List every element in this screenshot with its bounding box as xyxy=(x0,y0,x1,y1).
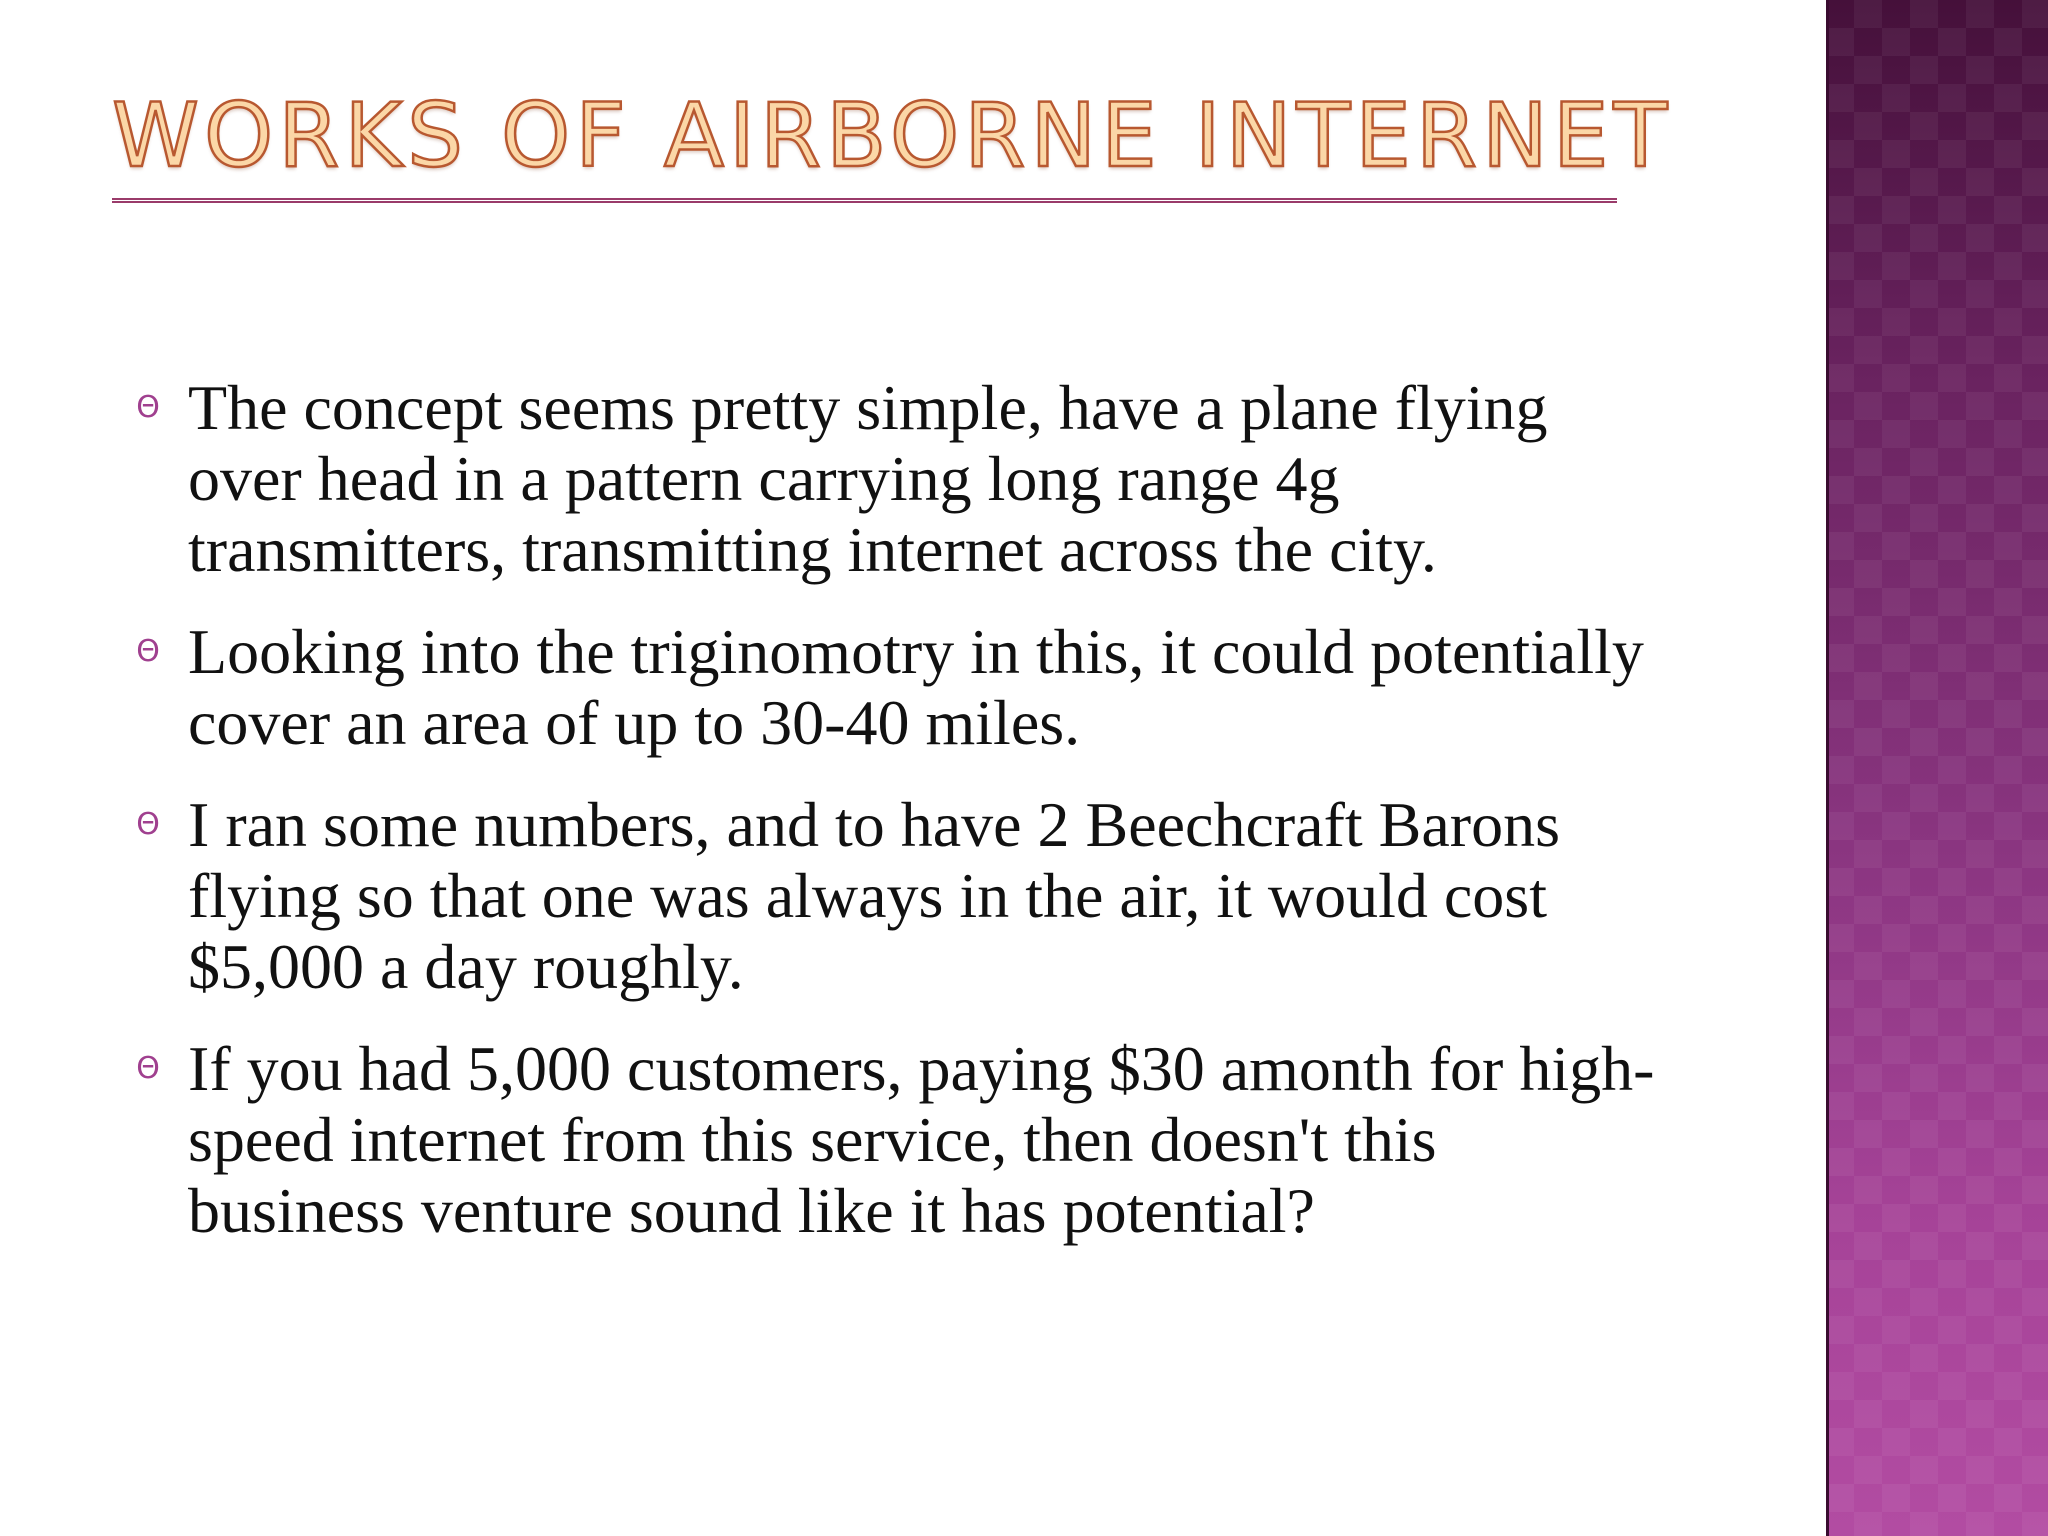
theta-bullet-icon: Θ xyxy=(136,634,160,669)
bullet-text: Looking into the triginomotry in this, it could potentially cover an area of up to 30-40 miles. xyxy=(188,616,1644,758)
theta-bullet-icon: Θ xyxy=(136,807,160,842)
bullet-item xyxy=(128,789,1668,1002)
decorative-side-band xyxy=(1826,0,2048,1536)
title-underline xyxy=(112,198,1617,203)
bullet-text: The concept seems pretty simple, have a plane flying over head in a pattern carrying long range 4g transmitters, transmitting internet across the city. xyxy=(188,372,1548,585)
bullet-text: If you had 5,000 customers, paying $30 amonth for high-speed internet from this service, then doesn't this business venture sound like it has potential? xyxy=(188,1033,1655,1246)
theta-bullet-icon: Θ xyxy=(136,1051,160,1086)
bullet-text: I ran some numbers, and to have 2 Beechcraft Barons flying so that one was always in the air, it would cost $5,000 a day roughly. xyxy=(188,789,1560,1002)
bullet-list xyxy=(128,372,1668,1277)
bullet-item xyxy=(128,372,1668,585)
slide-title: WORKS OF AIRBORNE INTERNET xyxy=(112,84,1673,187)
bullet-item xyxy=(128,1033,1668,1246)
theta-bullet-icon: Θ xyxy=(136,390,160,425)
bullet-item xyxy=(128,616,1668,758)
